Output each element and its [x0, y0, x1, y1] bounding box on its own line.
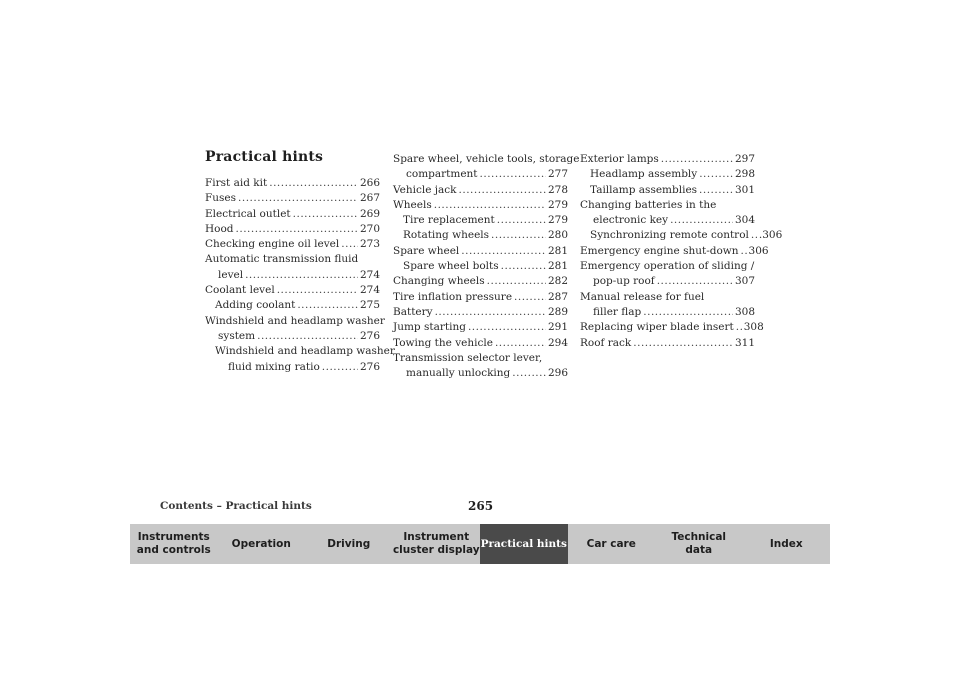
index-entry-title: Changing wheels	[393, 275, 485, 288]
dot-leader	[741, 244, 747, 259]
dot-leader	[643, 305, 733, 320]
index-entry-title: Spare wheel	[393, 244, 460, 257]
page-number: 265	[468, 499, 494, 513]
index-entry-title: Replacing wiper blade insert	[580, 321, 734, 334]
dot-leader	[497, 213, 546, 228]
index-entry-page: .306	[758, 229, 783, 242]
index-entry[interactable]	[205, 314, 385, 345]
dot-leader	[269, 176, 358, 191]
index-entry[interactable]	[393, 320, 568, 335]
index-entry-title: level	[218, 268, 244, 281]
dot-leader	[341, 237, 358, 252]
dot-leader	[293, 207, 358, 222]
index-column-3	[580, 152, 783, 351]
tab-technical-data[interactable]: Technical data	[655, 524, 743, 564]
dot-leader	[277, 283, 358, 298]
index-entry-title: Emergency operation of sliding /	[580, 260, 755, 273]
dot-leader	[435, 305, 546, 320]
dot-leader	[468, 320, 546, 335]
index-entry-page: 311	[734, 336, 755, 349]
dot-leader	[322, 360, 358, 375]
index-entry-title: Adding coolant	[215, 299, 296, 312]
dot-leader	[670, 213, 733, 228]
index-entry-title: Windshield and headlamp washer	[205, 314, 385, 327]
tab-driving[interactable]: Driving	[305, 524, 393, 564]
index-entry-page: 276	[359, 329, 380, 342]
dot-leader	[699, 167, 733, 182]
index-entry-page: 279	[547, 214, 568, 227]
index-entry[interactable]	[205, 252, 380, 283]
dot-leader	[699, 183, 733, 198]
index-entry-page: 273	[359, 238, 380, 251]
dot-leader	[487, 274, 546, 289]
tab-index[interactable]: Index	[743, 524, 831, 564]
dot-leader	[480, 167, 546, 182]
index-entry[interactable]	[393, 198, 568, 213]
dot-leader	[297, 298, 358, 313]
index-entry-title: Transmission selector lever,	[393, 351, 543, 364]
index-entry-title: Jump starting	[393, 321, 466, 334]
index-entry-title: First aid kit	[205, 177, 268, 189]
dot-leader	[661, 152, 733, 167]
index-entry[interactable]	[393, 305, 568, 320]
index-entry-title: Automatic transmission fluid	[205, 253, 359, 266]
index-entry-page: 281	[547, 260, 568, 273]
index-entry-title: Spare wheel, vehicle tools, storage	[393, 153, 580, 165]
index-entry[interactable]	[393, 274, 568, 289]
index-entry[interactable]	[393, 244, 568, 259]
index-entry-title: Electrical outlet	[205, 207, 291, 220]
index-entry[interactable]	[205, 283, 380, 298]
index-entry-page: 278	[547, 183, 568, 196]
index-entry-title: Synchronizing remote control	[590, 229, 749, 242]
index-entry-page: 270	[359, 222, 380, 235]
index-entry-page: 267	[359, 192, 380, 205]
index-entry-page: 266	[359, 177, 380, 189]
index-entry-page: 298	[734, 168, 755, 181]
index-entry-title: Vehicle jack	[393, 183, 457, 196]
tab-car-care[interactable]: Car care	[568, 524, 656, 564]
index-entry[interactable]	[393, 183, 568, 198]
index-entry-title: Fuses	[205, 192, 237, 205]
index-entry-page: 269	[359, 207, 380, 220]
index-entry-title: Emergency engine shut-down	[580, 244, 739, 257]
index-entry[interactable]	[205, 191, 380, 206]
section-title: Practical hints	[205, 149, 324, 165]
index-entry[interactable]	[393, 152, 580, 183]
index-entry-title: Tire inflation pressure	[393, 290, 513, 303]
footer-section-label: Contents – Practical hints	[160, 500, 312, 512]
index-entry-title: electronic key	[593, 214, 669, 227]
dot-leader	[736, 320, 742, 335]
index-entry[interactable]	[580, 244, 769, 259]
tab-operation[interactable]: Operation	[218, 524, 306, 564]
dot-leader	[245, 268, 358, 283]
index-entry[interactable]	[393, 213, 568, 228]
dot-leader	[461, 244, 546, 259]
index-entry-page: 281	[547, 244, 568, 257]
tab-instruments-and-controls[interactable]: Instruments and controls	[130, 524, 218, 564]
index-entry-title: Towing the vehicle	[393, 336, 493, 349]
index-entry-page: 280	[547, 229, 568, 242]
dot-leader	[491, 228, 546, 243]
index-entry-page: 308	[743, 321, 764, 334]
index-column-1	[205, 176, 395, 375]
index-entry[interactable]	[580, 320, 764, 335]
index-entry-page: 294	[547, 336, 568, 349]
dot-leader	[238, 191, 358, 206]
index-entry[interactable]	[393, 290, 568, 305]
index-entry-title: Roof rack	[580, 336, 632, 349]
index-entry-page: 275	[359, 299, 380, 312]
index-entry-page: 279	[547, 198, 568, 211]
index-entry[interactable]	[205, 344, 395, 375]
dot-leader	[514, 290, 546, 305]
index-entry-page: 276	[359, 360, 380, 373]
index-entry-title: Manual release for fuel	[580, 290, 705, 303]
index-entry-page: 304	[734, 214, 755, 227]
index-entry-title: Spare wheel bolts	[403, 260, 499, 273]
index-entry-page: 307	[734, 275, 755, 288]
index-entry-title: Tire replacement	[403, 214, 495, 227]
index-entry-title: Checking engine oil level	[205, 238, 340, 251]
index-entry-page: 274	[359, 284, 380, 297]
index-entry[interactable]	[205, 237, 380, 252]
index-entry-title: Rotating wheels	[403, 229, 490, 242]
index-entry[interactable]	[580, 336, 755, 351]
dot-leader	[657, 274, 733, 289]
dot-leader	[257, 329, 358, 344]
index-entry[interactable]	[580, 259, 755, 290]
index-entry-title: Changing batteries in the	[580, 198, 717, 211]
index-entry[interactable]	[393, 351, 568, 382]
dot-leader	[501, 259, 546, 274]
dot-leader	[495, 336, 546, 351]
index-entry-page: 289	[547, 305, 568, 318]
index-entry-title: Battery	[393, 305, 433, 318]
index-entry-title: filler flap	[593, 305, 642, 318]
tab-instrument-cluster-display[interactable]: Instrument cluster display	[393, 524, 481, 564]
index-entry-title: Taillamp assemblies	[590, 183, 698, 196]
index-entry[interactable]	[393, 259, 568, 274]
index-entry-title: Windshield and headlamp washer	[215, 345, 395, 358]
index-column-2	[393, 152, 580, 381]
index-entry[interactable]	[580, 228, 783, 243]
index-entry-title: Wheels	[393, 198, 432, 211]
index-entry[interactable]	[205, 176, 380, 191]
index-entry-page: 297	[734, 153, 755, 165]
index-entry-title: Headlamp assembly	[590, 168, 698, 181]
index-entry-title: Exterior lamps	[580, 153, 659, 165]
index-entry[interactable]	[580, 152, 755, 167]
index-entry-page: 277	[547, 168, 568, 181]
index-entry[interactable]	[205, 222, 380, 237]
dot-leader	[236, 222, 358, 237]
index-entry-title: compartment	[406, 168, 478, 181]
dot-leader	[633, 336, 733, 351]
index-entry[interactable]	[393, 336, 568, 351]
index-entry[interactable]	[580, 290, 755, 321]
index-entry[interactable]	[205, 298, 380, 313]
index-entry-title: Coolant level	[205, 284, 275, 297]
index-entry-title: system	[218, 329, 256, 342]
index-entry-page: 308	[734, 305, 755, 318]
index-entry-title: Hood	[205, 222, 234, 235]
index-entry[interactable]	[205, 207, 380, 222]
dot-leader	[434, 198, 546, 213]
index-entry[interactable]	[580, 198, 755, 229]
dot-leader	[459, 183, 546, 198]
dot-leader	[512, 366, 546, 381]
index-entry-title: manually unlocking	[406, 367, 511, 380]
index-entry-title: pop-up roof	[593, 275, 655, 288]
index-entry-page: 291	[547, 321, 568, 334]
index-entry[interactable]	[580, 183, 755, 198]
index-entry-page: 301	[734, 183, 755, 196]
index-entry-page: 274	[359, 268, 380, 281]
index-entry-page: 282	[547, 275, 568, 288]
tab-practical-hints[interactable]: Practical hints	[480, 524, 568, 564]
index-entry-page: 296	[547, 367, 568, 380]
index-entry-page: 287	[547, 290, 568, 303]
dot-leader	[751, 228, 757, 243]
index-entry-title: fluid mixing ratio	[228, 360, 320, 373]
index-entry[interactable]	[580, 167, 755, 182]
index-entry-page: 306	[748, 244, 769, 257]
chapter-tab-bar	[130, 524, 830, 564]
index-entry[interactable]	[393, 228, 568, 243]
